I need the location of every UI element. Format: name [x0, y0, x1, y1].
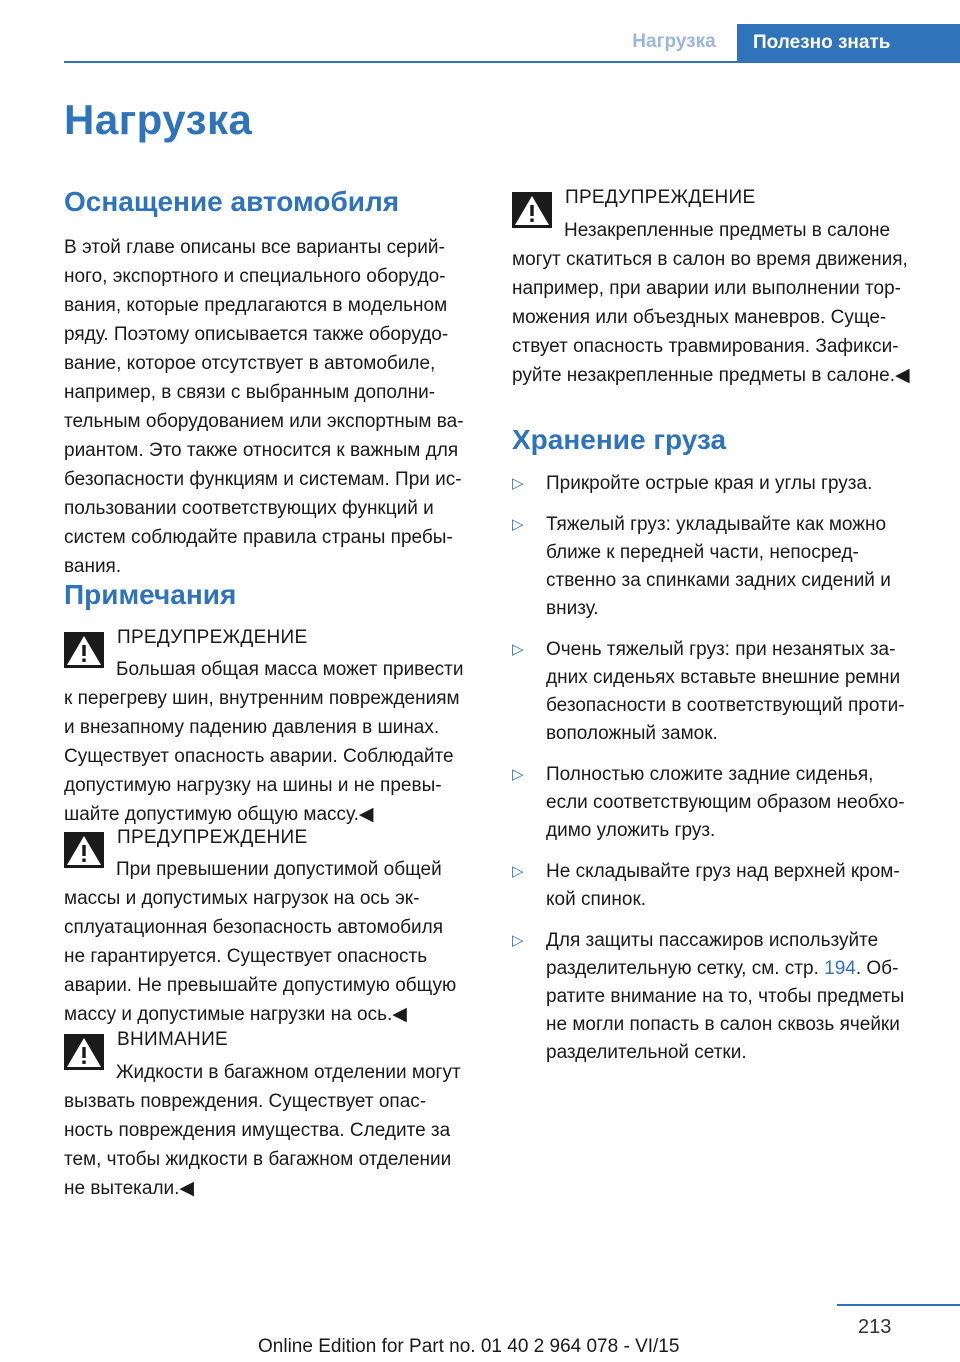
- list-item: [512, 636, 932, 748]
- text-line: не вытекали.◀: [64, 1178, 195, 1199]
- triangle-bullet-icon: ▷: [512, 766, 524, 783]
- text-line: Жидкости в багажном отделении могут: [116, 1062, 461, 1083]
- warning-label: ПРЕДУПРЕЖДЕНИЕ: [117, 827, 308, 848]
- text-line: Не складывайте груз над верхней кром-: [546, 861, 900, 882]
- list-item: [512, 511, 932, 623]
- text-line: кой спинок.: [546, 889, 647, 910]
- warning-text: [64, 655, 484, 829]
- storage-list: [512, 470, 932, 1080]
- text-line: внизу.: [546, 598, 599, 619]
- text-line: ность повреждения имущества. Следите за: [64, 1120, 451, 1141]
- text-line: При превышении допустимой общей: [116, 859, 442, 880]
- text-line: ближе к передней части, непосред-: [546, 542, 859, 563]
- text-line: безопасности в соответствующий проти-: [546, 695, 905, 716]
- triangle-bullet-icon: ▷: [512, 932, 524, 949]
- page-title: Нагрузка: [64, 96, 253, 143]
- header-tab-section[interactable]: Нагрузка: [632, 31, 716, 52]
- triangle-bullet-icon: ▷: [512, 516, 524, 533]
- attention-label: ВНИМАНИЕ: [117, 1029, 229, 1050]
- text-line: не могли попасть в салон сквозь ячейки: [546, 1014, 900, 1035]
- text-line: аварии. Не превышайте допустимую общую: [64, 975, 457, 996]
- triangle-bullet-icon: ▷: [512, 475, 524, 492]
- footer-divider: [837, 1304, 960, 1306]
- section-heading-notes: Примечания: [64, 579, 237, 610]
- text-line: Существует опасность аварии. Соблюдайте: [64, 746, 454, 767]
- header-tab-chapter[interactable]: Полезно знать: [737, 24, 960, 62]
- text-segment: разделительную сетку, см. стр.: [546, 958, 825, 979]
- warning-label: ПРЕДУПРЕЖДЕНИЕ: [117, 627, 308, 648]
- warning-text: [512, 216, 937, 390]
- text-line: Для защиты пассажиров используйте: [546, 930, 879, 951]
- edition-footer: Online Edition for Part no. 01 40 2 964 078 - VI/15: [258, 1336, 680, 1357]
- text-line: Очень тяжелый груз: при незанятых за-: [546, 639, 896, 660]
- text-line: ствует опасность травмирования. Зафикси-: [512, 336, 899, 357]
- list-item: [512, 470, 932, 498]
- list-item: [512, 858, 932, 914]
- text-line: вание, которое отсутствует в автомобиле,: [64, 353, 436, 374]
- text-line: массу и допустимые нагрузки на ось.◀: [64, 1004, 407, 1025]
- text-line: руйте незакрепленные предметы в салоне.◀: [512, 365, 910, 386]
- text-line: можения или объездных маневров. Суще-: [512, 307, 887, 328]
- page-reference-link[interactable]: 194: [824, 958, 856, 979]
- list-item: [512, 761, 932, 845]
- text-line: ряду. Поэтому описывается также оборудо-: [64, 324, 449, 345]
- text-line: тем, чтобы жидкости в багажном отделении: [64, 1149, 452, 1170]
- text-segment: . Об-: [855, 958, 899, 979]
- text-line: В этой главе описаны все варианты серий-: [64, 237, 445, 258]
- text-line: ственно за спинками задних сидений и: [546, 570, 891, 591]
- text-line: Прикройте острые края и углы груза.: [546, 473, 873, 494]
- text-line: риантом. Это также относится к важным для: [64, 440, 459, 461]
- text-line: массы и допустимых нагрузок на ось эк-: [64, 888, 420, 909]
- triangle-bullet-icon: ▷: [512, 641, 524, 658]
- text-line: дних сиденьях вставьте внешние ремни: [546, 667, 901, 688]
- text-line: разделительной сетки.: [546, 1042, 747, 1063]
- text-line: могут скатиться в салон во время движения,: [512, 249, 908, 270]
- text-line: и внезапному падению давления в шинах.: [64, 717, 440, 738]
- text-line: воположный замок.: [546, 723, 718, 744]
- text-line: если соответствующим образом необхо-: [546, 792, 905, 813]
- text-line: не гарантируется. Существует опасность: [64, 946, 428, 967]
- text-line: вания, которые предлагаются в модельном: [64, 295, 448, 316]
- page-number: 213: [858, 1316, 892, 1338]
- text-line: например, в связи с выбранным дополни-: [64, 382, 436, 403]
- attention-text: [64, 1058, 484, 1203]
- text-line: безопасности функциям и системам. При ис-: [64, 469, 462, 490]
- section-heading-storage: Хранение груза: [512, 424, 727, 455]
- text-line: сплуатационная безопасность автомобиля: [64, 917, 444, 938]
- text-line: систем соблюдайте правила страны пребы-: [64, 527, 453, 548]
- text-line: димо уложить груз.: [546, 820, 716, 841]
- text-line: допустимую нагрузку на шины и не превы-: [64, 775, 442, 796]
- text-line: Незакрепленные предметы в салоне: [564, 220, 891, 241]
- list-item: [512, 927, 932, 1067]
- text-line: к перегреву шин, внутренним повреждениям: [64, 688, 460, 709]
- text-line: вания.: [64, 556, 122, 577]
- text-line: ного, экспортного и специального оборудо-: [64, 266, 446, 287]
- text-line: Большая общая масса может привести: [116, 659, 464, 680]
- text-line: пользовании соответствующих функций и: [64, 498, 434, 519]
- section-heading-equipment: Оснащение автомобиля: [64, 186, 400, 217]
- text-line: Полностью сложите задние сиденья,: [546, 764, 874, 785]
- warning-text: [64, 855, 484, 1029]
- warning-label: ПРЕДУПРЕЖДЕНИЕ: [565, 187, 756, 208]
- text-line: например, при аварии или выполнении тор-: [512, 278, 901, 299]
- triangle-bullet-icon: ▷: [512, 863, 524, 880]
- header-divider: [64, 61, 960, 63]
- text-line: вызвать повреждения. Существует опас-: [64, 1091, 427, 1112]
- text-line: ратите внимание на то, чтобы предметы: [546, 986, 905, 1007]
- text-line: тельным оборудованием или экспортным ва-: [64, 411, 464, 432]
- text-line: шайте допустимую общую массу.◀: [64, 804, 374, 825]
- text-line: Тяжелый груз: укладывайте как можно: [546, 514, 887, 535]
- equipment-paragraph: [64, 233, 484, 581]
